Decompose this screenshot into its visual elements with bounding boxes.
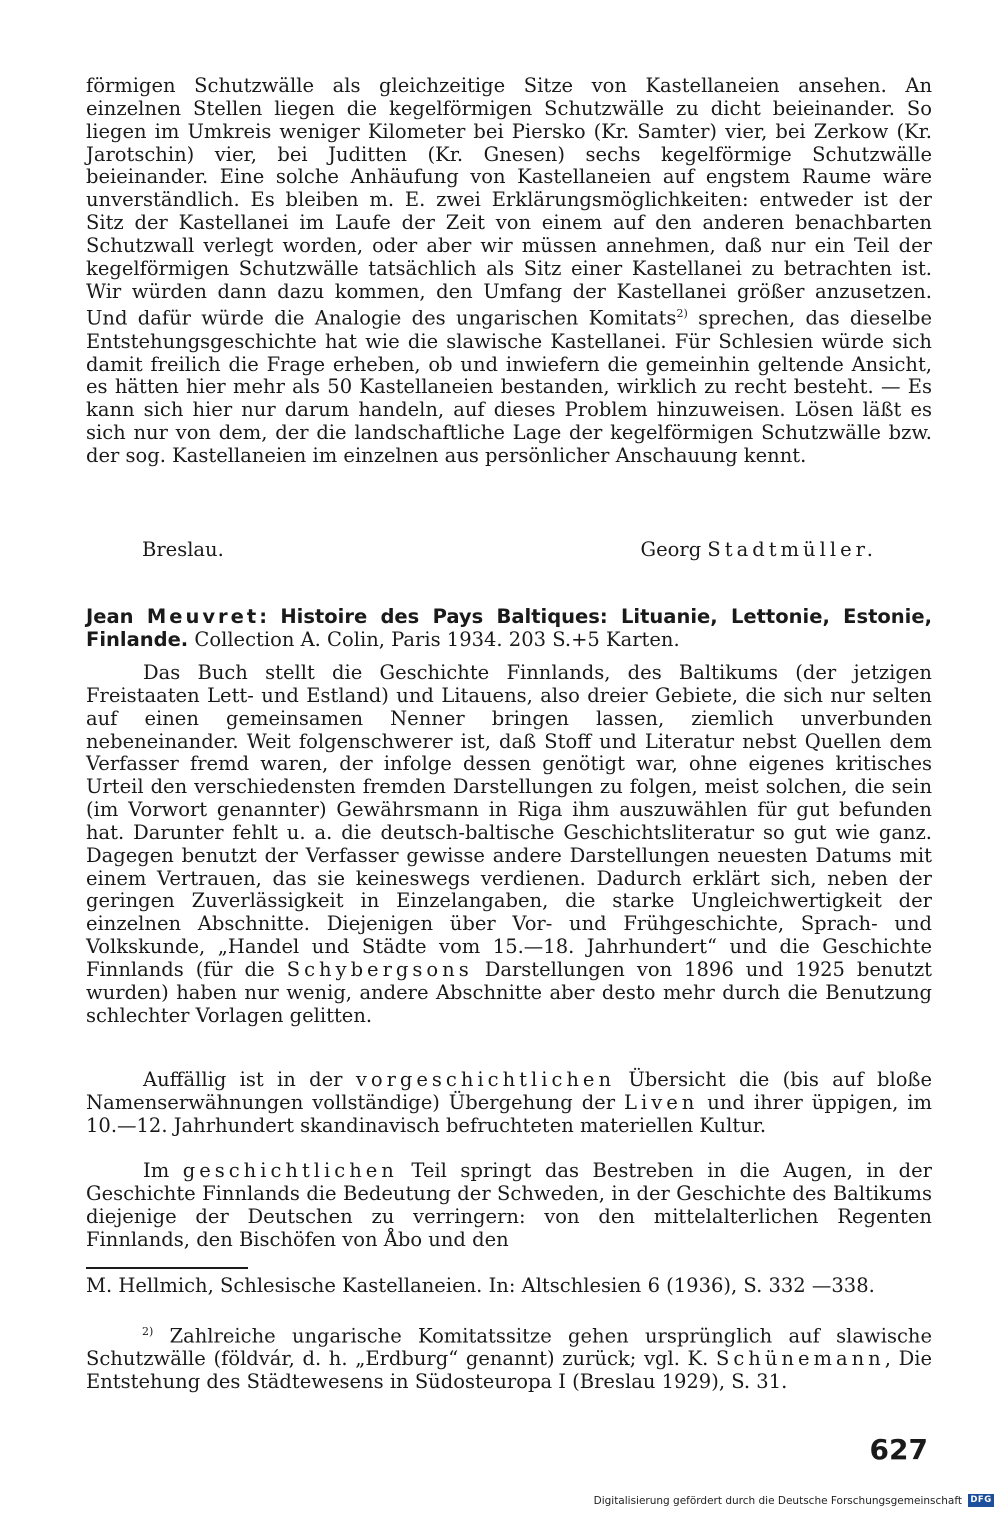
review-title: : Histoire des Pays Baltiques: Lituanie, Lettonie, Estonie, Finlande. [86, 605, 932, 651]
signature-author-last: Stadtmüller. [707, 538, 877, 561]
review-p3-text-end: Teil springt das Bestreben in die Augen, in der Geschichte Finnlands die Bedeutung der Schweden, in der Geschichte des Baltikums diejenige der Deutschen zu verringern: von den mittelalterlichen Regenten Finnlands, den Bischöfen von Åbo und den [86, 1159, 932, 1251]
footnote-2-text-end: , Die Entstehung des Städtewesens in Südosteuropa I (Breslau 1929), S. 31. [86, 1347, 933, 1393]
footnote-1: M. Hellmich, Schlesische Kastellaneien. In: Altschlesien 6 (1936), S. 332 —338. [86, 1274, 875, 1297]
review-paragraph-2 [86, 1069, 932, 1138]
review-p2-text-mid: Übersicht die (bis auf bloße Namenserwähnungen vollständige) Übergehung der [86, 1068, 932, 1114]
signature-author-first: Georg [640, 538, 708, 561]
footnote-2 [86, 1321, 932, 1393]
continuation-text: förmigen Schutzwälle als gleichzeitige Sitze von Kastellaneien ansehen. An einzelnen Stellen liegen die kegelförmigen Schutzwälle zu dicht beieinander. So liegen im Umkreis weniger Kilometer bei Piersko (Kr. Samter) vier, bei Zerkow (Kr. Jarotschin) vier, bei Juditten (Kr. Gnesen) sechs kegelförmige Schutzwälle beieinander. Eine solche Anhäufung von Kastellaneien auf engstem Raume wäre unverständlich. Es bleiben m. E. zwei Erklärungsmöglichkeiten: entweder ist der Sitz der Kastellanei im Laufe der Zeit von einem auf den anderen benachbarten Schutzwall verlegt worden, oder aber wir müssen annehmen, daß nur ein Teil der kegelförmigen Schutzwälle tatsächlich als Sitz einer Kastellanei zu betrachten ist. Wir würden dann dazu kommen, den Umfang der Kastellanei größer anzusetzen. Und dafür würde die Analogie des ungarischen Komitats [86, 74, 932, 330]
review-p2-emph-1: vorgeschichtlichen [355, 1068, 616, 1091]
footnote-divider [86, 1267, 248, 1269]
dfg-logo: DFG [968, 1494, 994, 1507]
review-heading [86, 606, 932, 652]
review-author-last: Meuvret [146, 605, 260, 628]
continuation-text-end: sprechen, das dieselbe Entstehungsgeschichte hat wie die slawische Kastellanei. Für Schlesien würde sich damit freilich die Frage erheben, ob und inwiefern die gemeinhin geltende Ansicht, es hätten hier mehr als 50 Kastellaneien bestanden, wirklich zu recht besteht. — Es kann sich hier nur darum handeln, auf dieses Problem hinzuweisen. Lösen läßt es sich nur von dem, der die landschaftliche Lage der kegelförmigen Schutzwälle bzw. der sog. Kastellaneien im einzelnen aus persönlicher Anschauung kennt. [86, 306, 932, 467]
review-p1-text: Das Buch stellt die Geschichte Finnlands, des Baltikums (der jetzigen Freistaaten Lett- und Estland) und Litauens, also dreier Gebiete, die sich nur selten auf einen gemeinsamen Nenner bringen lassen, ziemlich unverbunden nebeneinander. Weit folgenschwerer ist, daß Stoff und Literatur nebst Quellen dem Verfasser fremd waren, der infolge dessen genötigt war, ohne eigenes kritisches Urteil den verschiedensten fremden Darstellungen zu folgen, meist solchen, die sein (im Vorwort genannter) Gewährsmann in Riga ihm auszuwählen für gut befunden hat. Darunter fehlt u. a. die deutsch-baltische Geschichtsliteratur so gut wie ganz. Dagegen benutzt der Verfasser gewisse andere Darstellungen neuesten Datums mit einem Vertrauen, das sie keineswegs verdienen. Dadurch erklärt sich, neben der geringen Zuverlässigkeit in Einzelangaben, die starke Ungleichwertigkeit der einzelnen Abschnitte. Diejenigen über Vor- und Frühgeschichte, Sprach- und Volkskunde, „Handel und Städte vom 15.—18. Jahrhundert“ und die Geschichte Finnlands (für die [86, 661, 932, 981]
footnote-2-text: Zahlreiche ungarische Komitatssitze gehen ursprünglich auf slawische Schutzwälle (földvár, d. h. „Erdburg“ genannt) zurück; vgl. K. [86, 1324, 932, 1371]
review-p1-text-end: Darstellungen von 1896 und 1925 benutzt wurden) haben nur wenig, andere Abschnitte aber desto mehr durch die Benutzung schlechter Vorlagen gelitten. [86, 957, 932, 1027]
review-p3-text: Im [143, 1159, 183, 1182]
digitization-credit: Digitalisierung gefördert durch die Deutsche Forschungsgemeinschaft [593, 1495, 962, 1507]
review-paragraph-3 [86, 1160, 932, 1251]
review-p2-text-end: und ihrer üppigen, im 10.—12. Jahrhundert skandinavisch befruchteten materiellen Kultur. [86, 1090, 932, 1137]
review-author-first: Jean [86, 605, 147, 628]
footnote-2-author: Schünemann [716, 1347, 885, 1371]
review-paragraph-1 [86, 662, 932, 1028]
review-p2-text: Auffällig ist in der [143, 1068, 356, 1091]
review-publication: Collection A. Colin, Paris 1934. 203 S.+5 Karten. [188, 627, 680, 651]
signature-author [641, 539, 877, 561]
review-p3-emph: geschichtlichen [182, 1159, 398, 1182]
continuation-paragraph [86, 75, 932, 468]
footnote-ref-2: 2) [676, 307, 688, 321]
page-number: 627 [869, 1433, 928, 1466]
signature-place: Breslau. [142, 538, 224, 561]
footnote-2-mark: 2) [142, 1325, 154, 1338]
review-p2-emph-2: Liven [624, 1090, 699, 1114]
review-p1-name: Schybergsons [286, 957, 473, 981]
